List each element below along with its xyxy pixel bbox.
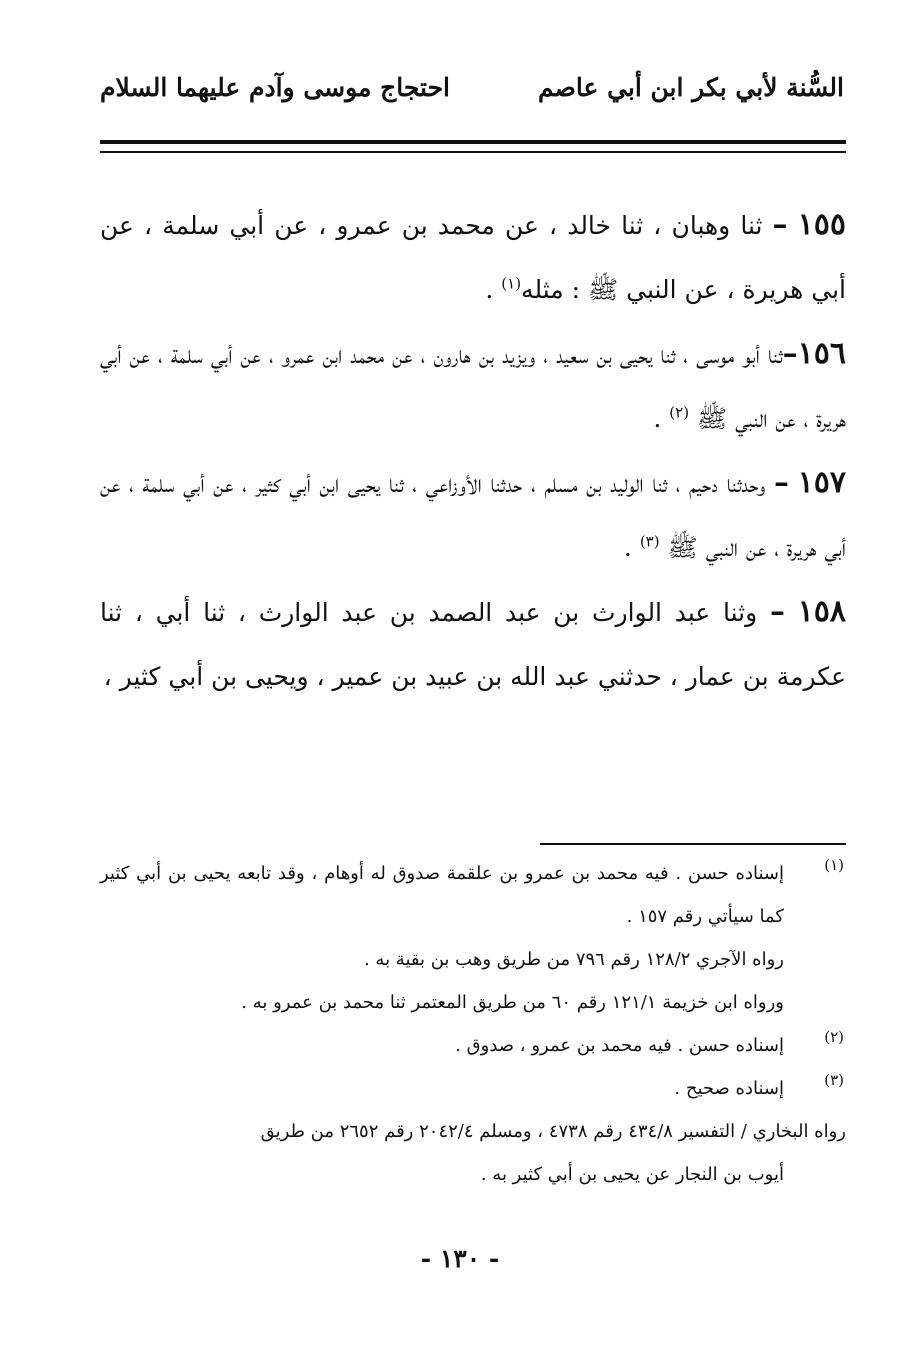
hadith-number: ١٥٥ — [797, 207, 846, 242]
footnote-line: أيوب بن النجار عن يحيى بن أبي كثير به . — [480, 1164, 784, 1185]
hadith-text: وثنا عبد الوارث بن عبد الصمد بن عبد الوارث ، ثنا أبي ، ثنا عكرمة بن عمار ، حدثني عبد الله بن عبيد بن عمير ، ويحيى بن أبي كثير ، — [100, 598, 846, 691]
hadith-158 — [100, 580, 846, 709]
footnote-line: إسناده حسن . فيه محمد بن عمرو ، صدوق . — [455, 1035, 784, 1056]
hadith-text: ثنا أبو موسى ، ثنا يحيى بن سعيد ، ويزيد بن هارون ، عن محمد ابن عمرو ، عن أبي سلمة ، عن أبي هريرة ، عن النبي ﷺ — [100, 340, 846, 433]
footnote-3 — [100, 1067, 846, 1196]
hadith-number: ١٥٦ — [797, 336, 846, 371]
hadith-number: ١٥٧ — [797, 465, 846, 500]
hadith-end: . — [653, 404, 662, 433]
footnote-ref: (١) — [501, 274, 522, 293]
running-header — [100, 62, 844, 112]
footnote-ref: (٣) — [639, 532, 660, 551]
footnote-line: إسناده حسن . فيه محمد بن عمرو بن علقمة صدوق له أوهام ، وقد تابعه يحيى بن أبي كثير كما سيأتي رقم ١٥٧ . — [100, 863, 784, 927]
footnote-line: إسناده صحيح . — [674, 1078, 784, 1099]
hadith-157 — [100, 451, 846, 580]
hadith-end: . — [623, 533, 632, 562]
footnote-2 — [100, 1024, 846, 1067]
hadith-separator: – — [774, 465, 790, 500]
book-title: السُّنة لأبي بكر ابن أبي عاصم — [537, 72, 844, 102]
footnote-1 — [100, 852, 846, 1024]
page-number: - ١٣٠ - — [420, 1244, 500, 1273]
hadith-text: ثنا وهبان ، ثنا خالد ، عن محمد بن عمرو ، عن أبي سلمة ، عن أبي هريرة ، عن النبي ﷺ : مثله — [100, 211, 846, 304]
hadith-separator: – — [782, 336, 798, 371]
hadith-text: وحدثنا دحيم ، ثنا الوليد بن مسلم ، حدثنا الأوزاعي ، ثنا يحيى ابن أبي كثير ، عن أبي سلمة ، عن أبي هريرة ، عن النبي ﷺ — [100, 469, 846, 562]
footnote-mark: (١) — [824, 856, 844, 874]
footnote-line: ورواه ابن خزيمة ١٢١/١ رقم ٦٠ من طريق المعتمر ثنا محمد بن عمرو به . — [241, 992, 784, 1013]
footnote-line: رواه الآجري ١٢٨/٢ رقم ٧٩٦ من طريق وهب بن بقية به . — [363, 949, 784, 970]
footnote-mark: (٣) — [824, 1071, 844, 1089]
hadith-end: . — [485, 275, 494, 304]
footnote-mark: (٢) — [824, 1028, 844, 1046]
main-text — [100, 193, 846, 709]
hadith-156 — [100, 322, 846, 451]
footnote-ref: (٢) — [669, 403, 690, 422]
hadith-separator: – — [769, 594, 785, 629]
hadith-155 — [100, 193, 846, 322]
hadith-separator: – — [772, 207, 788, 242]
footnote-line: رواه البخاري / التفسير ٤٣٤/٨ رقم ٤٧٣٨ ، ومسلم ٢٠٤٢/٤ رقم ٢٦٥٢ من طريق — [260, 1121, 846, 1142]
footnotes — [100, 852, 846, 1196]
header-rule-thin — [100, 151, 846, 153]
chapter-title: احتجاج موسى وآدم عليهما السلام — [100, 72, 450, 102]
hadith-number: ١٥٨ — [797, 594, 846, 629]
header-rule-thick — [100, 140, 846, 144]
footnote-rule — [540, 843, 846, 845]
